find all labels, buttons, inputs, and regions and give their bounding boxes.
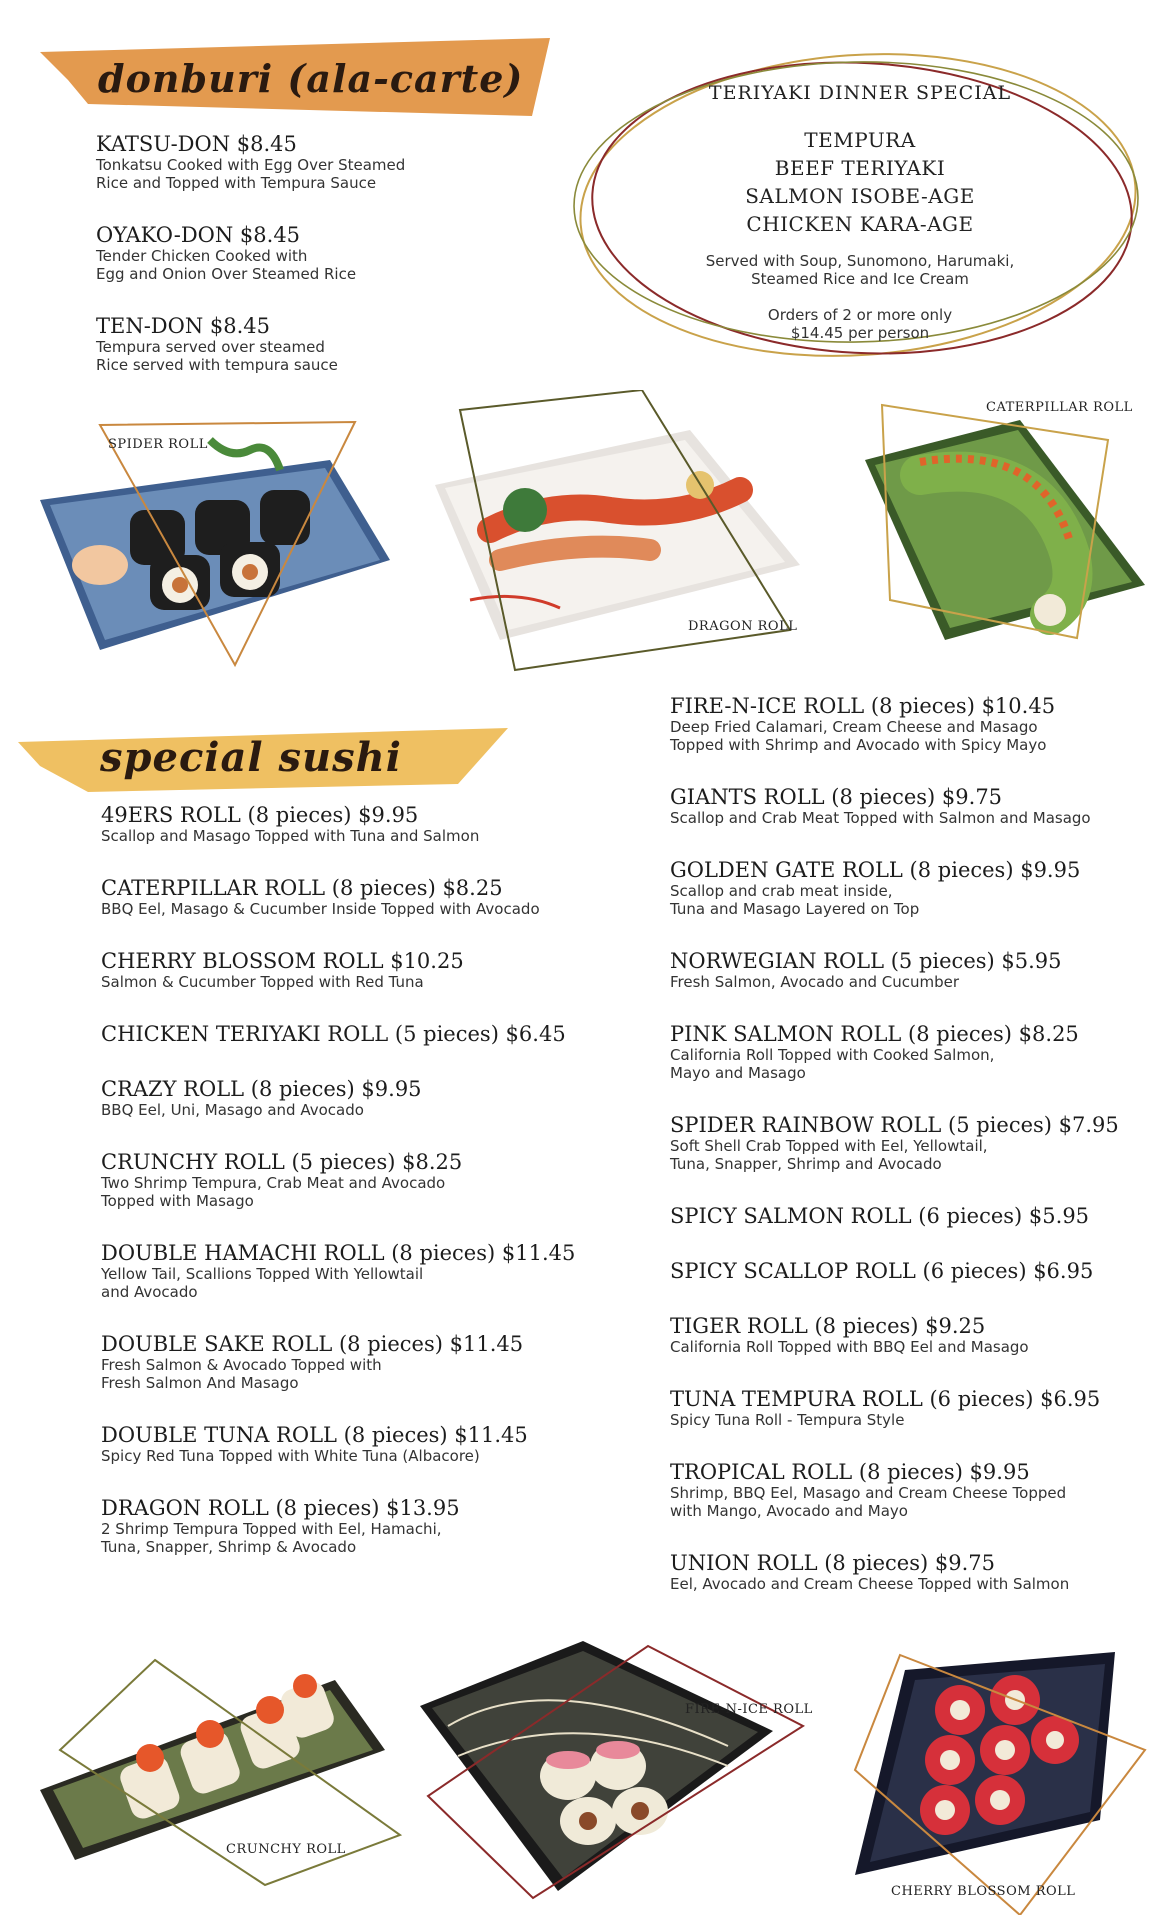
item-title: FIRE-N-ICE ROLL (8 pieces) $10.45 <box>670 694 1056 718</box>
item-title: OYAKO-DON $8.45 <box>96 223 301 247</box>
sushi-item-fire-n-ice <box>670 694 1166 754</box>
crunchy-roll-photo <box>35 1640 415 1890</box>
item-title: SPICY SALMON ROLL (6 pieces) $5.95 <box>670 1204 1090 1228</box>
item-title: TUNA TEMPURA ROLL (6 pieces) $6.95 <box>670 1387 1101 1411</box>
sushi-item-dragon <box>101 1496 641 1556</box>
item-title: CRUNCHY ROLL (5 pieces) $8.25 <box>101 1150 463 1174</box>
item-desc: Yellow Tail, Scallions Topped With Yellowtail <box>101 1265 424 1283</box>
sushi-item-chicken-teriyaki <box>101 1022 641 1046</box>
item-desc: Tempura served over steamed <box>96 338 325 356</box>
photo-label-crunchy-roll: CRUNCHY ROLL <box>226 1842 346 1857</box>
special-price: $14.45 per person <box>790 324 930 342</box>
menu-item-ten-don <box>96 314 636 374</box>
item-title: NORWEGIAN ROLL (5 pieces) $5.95 <box>670 949 1062 973</box>
sushi-item-golden-gate <box>670 858 1166 918</box>
item-desc: Egg and Onion Over Steamed Rice <box>96 265 357 283</box>
item-desc: California Roll Topped with Cooked Salmon, <box>670 1046 995 1064</box>
item-desc: Scallop and Masago Topped with Tuna and Salmon <box>101 827 480 845</box>
item-desc: Topped with Masago <box>101 1192 254 1210</box>
special-served: Steamed Rice and Ice Cream <box>751 270 969 288</box>
teriyaki-special-box <box>570 40 1150 370</box>
sushi-item-double-tuna <box>101 1423 641 1465</box>
item-title: DOUBLE HAMACHI ROLL (8 pieces) $11.45 <box>101 1241 576 1265</box>
special-sushi-heading: special sushi <box>100 734 402 781</box>
item-desc: Spicy Tuna Roll - Tempura Style <box>670 1411 905 1429</box>
item-desc: Tuna and Masago Layered on Top <box>670 900 920 918</box>
item-desc: BBQ Eel, Uni, Masago and Avocado <box>101 1101 364 1119</box>
item-title: GOLDEN GATE ROLL (8 pieces) $9.95 <box>670 858 1081 882</box>
special-served: Served with Soup, Sunomono, Harumaki, <box>705 252 1015 270</box>
sushi-item-pink-salmon <box>670 1022 1166 1082</box>
item-desc: Mayo and Masago <box>670 1064 806 1082</box>
item-desc: Tuna, Snapper, Shrimp & Avocado <box>101 1538 357 1556</box>
item-desc: Salmon & Cucumber Topped with Red Tuna <box>101 973 424 991</box>
sushi-item-tropical <box>670 1460 1166 1520</box>
item-title: TROPICAL ROLL (8 pieces) $9.95 <box>670 1460 1030 1484</box>
item-desc: Scallop and crab meat inside, <box>670 882 893 900</box>
item-desc: Tender Chicken Cooked with <box>96 247 308 265</box>
sushi-item-spicy-scallop <box>670 1259 1166 1283</box>
sushi-item-giants <box>670 785 1166 827</box>
sushi-item-double-hamachi <box>101 1241 641 1301</box>
photo-label-cherry-blossom-roll: CHERRY BLOSSOM ROLL <box>891 1884 1076 1899</box>
item-desc: Eel, Avocado and Cream Cheese Topped with Salmon <box>670 1575 1070 1593</box>
item-desc: Rice served with tempura sauce <box>96 356 338 374</box>
item-title: TIGER ROLL (8 pieces) $9.25 <box>670 1314 986 1338</box>
item-desc: Fresh Salmon And Masago <box>101 1374 299 1392</box>
item-desc: Shrimp, BBQ Eel, Masago and Cream Cheese Topped <box>670 1484 1067 1502</box>
item-title: CHICKEN TERIYAKI ROLL (5 pieces) $6.45 <box>101 1022 566 1046</box>
sushi-item-union <box>670 1551 1166 1593</box>
spider-roll-photo <box>30 420 400 670</box>
item-desc: Fresh Salmon, Avocado and Cucumber <box>670 973 959 991</box>
sushi-item-cherry-blossom <box>101 949 641 991</box>
photo-label-fire-n-ice-roll: FIRE-N-ICE ROLL <box>685 1702 813 1717</box>
sushi-item-spicy-salmon <box>670 1204 1166 1228</box>
item-desc: BBQ Eel, Masago & Cucumber Inside Topped with Avocado <box>101 900 540 918</box>
item-title: CATERPILLAR ROLL (8 pieces) $8.25 <box>101 876 503 900</box>
sushi-item-caterpillar <box>101 876 641 918</box>
special-orders: Orders of 2 or more only <box>767 306 953 324</box>
item-desc: with Mango, Avocado and Mayo <box>670 1502 908 1520</box>
menu-item-oyako-don <box>96 223 636 283</box>
item-title: SPIDER RAINBOW ROLL (5 pieces) $7.95 <box>670 1113 1119 1137</box>
special-title: TERIYAKI DINNER SPECIAL <box>708 82 1012 104</box>
sushi-item-tuna-tempura <box>670 1387 1166 1429</box>
item-title: DOUBLE SAKE ROLL (8 pieces) $11.45 <box>101 1332 524 1356</box>
item-title: PINK SALMON ROLL (8 pieces) $8.25 <box>670 1022 1079 1046</box>
special-dish: CHICKEN KARA-AGE <box>746 212 974 236</box>
item-desc: Soft Shell Crab Topped with Eel, Yellowtail, <box>670 1137 988 1155</box>
caterpillar-roll-photo <box>860 400 1150 650</box>
dragon-roll-photo <box>430 390 810 680</box>
sushi-item-crunchy <box>101 1150 641 1210</box>
item-desc: Tonkatsu Cooked with Egg Over Steamed <box>96 156 406 174</box>
sushi-item-norwegian <box>670 949 1166 991</box>
item-title: DRAGON ROLL (8 pieces) $13.95 <box>101 1496 460 1520</box>
photo-label-caterpillar-roll: CATERPILLAR ROLL <box>986 400 1133 415</box>
item-desc: Rice and Topped with Tempura Sauce <box>96 174 377 192</box>
item-desc: Tuna, Snapper, Shrimp and Avocado <box>670 1155 942 1173</box>
item-title: KATSU-DON $8.45 <box>96 132 297 156</box>
special-dish: BEEF TERIYAKI <box>774 156 946 180</box>
item-title: CHERRY BLOSSOM ROLL $10.25 <box>101 949 464 973</box>
photo-label-dragon-roll: DRAGON ROLL <box>688 619 798 634</box>
item-title: GIANTS ROLL (8 pieces) $9.75 <box>670 785 1003 809</box>
item-title: UNION ROLL (8 pieces) $9.75 <box>670 1551 995 1575</box>
donburi-heading: donburi (ala-carte) <box>98 56 524 101</box>
special-dish: SALMON ISOBE-AGE <box>745 184 975 208</box>
sushi-item-spider-rainbow <box>670 1113 1166 1173</box>
photo-label-spider-roll: SPIDER ROLL <box>108 437 208 452</box>
sushi-item-49ers <box>101 803 641 845</box>
item-desc: Fresh Salmon & Avocado Topped with <box>101 1356 382 1374</box>
sushi-item-double-sake <box>101 1332 641 1392</box>
sushi-item-crazy <box>101 1077 641 1119</box>
item-desc: Topped with Shrimp and Avocado with Spicy Mayo <box>670 736 1047 754</box>
special-dish: TEMPURA <box>804 128 916 152</box>
item-title: SPICY SCALLOP ROLL (6 pieces) $6.95 <box>670 1259 1094 1283</box>
item-desc: Spicy Red Tuna Topped with White Tuna (Albacore) <box>101 1447 480 1465</box>
fire-n-ice-roll-photo <box>418 1636 818 1906</box>
item-desc: 2 Shrimp Tempura Topped with Eel, Hamachi, <box>101 1520 442 1538</box>
item-title: CRAZY ROLL (8 pieces) $9.95 <box>101 1077 422 1101</box>
item-desc: California Roll Topped with BBQ Eel and Masago <box>670 1338 1029 1356</box>
menu-item-katsu-don <box>96 132 636 192</box>
item-desc: Scallop and Crab Meat Topped with Salmon and Masago <box>670 809 1091 827</box>
cherry-blossom-roll-photo <box>850 1650 1150 1915</box>
item-desc: Two Shrimp Tempura, Crab Meat and Avocado <box>101 1174 446 1192</box>
item-desc: Deep Fried Calamari, Cream Cheese and Masago <box>670 718 1038 736</box>
item-title: 49ERS ROLL (8 pieces) $9.95 <box>101 803 419 827</box>
item-desc: and Avocado <box>101 1283 198 1301</box>
sushi-item-tiger <box>670 1314 1166 1356</box>
item-title: DOUBLE TUNA ROLL (8 pieces) $11.45 <box>101 1423 528 1447</box>
item-title: TEN-DON $8.45 <box>96 314 271 338</box>
